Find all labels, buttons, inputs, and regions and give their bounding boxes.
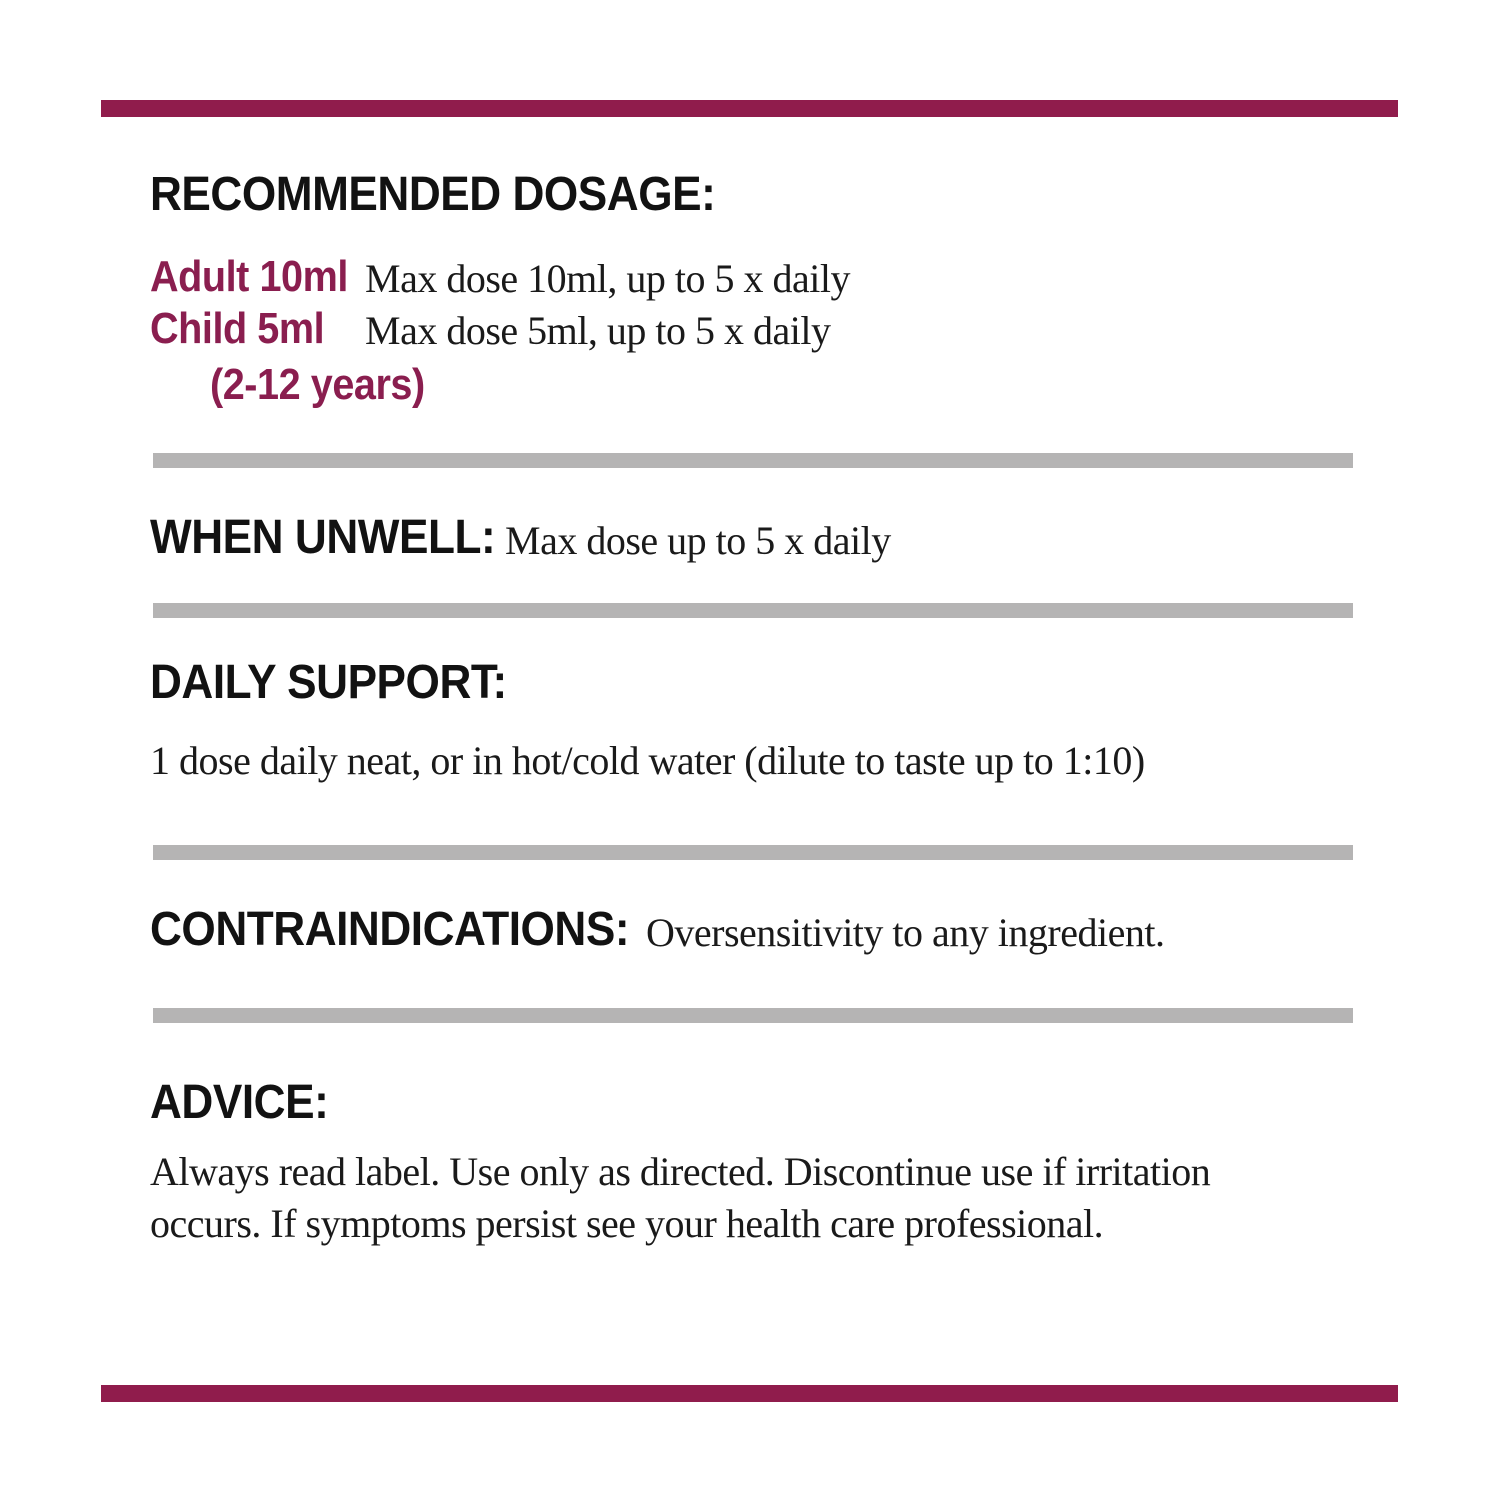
dosage-row-adult-label: Adult 10ml — [150, 252, 348, 301]
recommended-dosage-title: RECOMMENDED DOSAGE: — [150, 168, 716, 221]
dosage-row-child-description: Max dose 5ml, up to 5 x daily — [365, 308, 831, 353]
dosage-row-child-age-range: (2-12 years) — [210, 360, 425, 409]
daily-support-title: DAILY SUPPORT: — [150, 656, 507, 709]
top-accent-bar — [101, 100, 1398, 117]
daily-support-text: 1 dose daily neat, or in hot/cold water (dilute to taste up to 1:10) — [150, 738, 1145, 783]
contraindications-title: CONTRAINDICATIONS: — [150, 903, 630, 956]
when-unwell-title: WHEN UNWELL: — [150, 511, 496, 564]
advice-text-line-1: Always read label. Use only as directed. Discontinue use if irritation — [150, 1149, 1211, 1194]
section-divider-1 — [153, 453, 1353, 468]
dosage-row-child-label: Child 5ml — [150, 304, 325, 353]
section-divider-2 — [153, 603, 1353, 618]
section-divider-4 — [153, 1008, 1353, 1023]
advice-title: ADVICE: — [150, 1076, 329, 1129]
advice-text-line-2: occurs. If symptoms persist see your health care professional. — [150, 1201, 1104, 1246]
section-divider-3 — [153, 845, 1353, 860]
advice-text — [150, 1146, 1210, 1250]
when-unwell-text: Max dose up to 5 x daily — [505, 518, 891, 563]
dosage-row-adult-description: Max dose 10ml, up to 5 x daily — [365, 256, 850, 301]
contraindications-text: Oversensitivity to any ingredient. — [646, 910, 1165, 955]
bottom-accent-bar — [101, 1385, 1398, 1402]
